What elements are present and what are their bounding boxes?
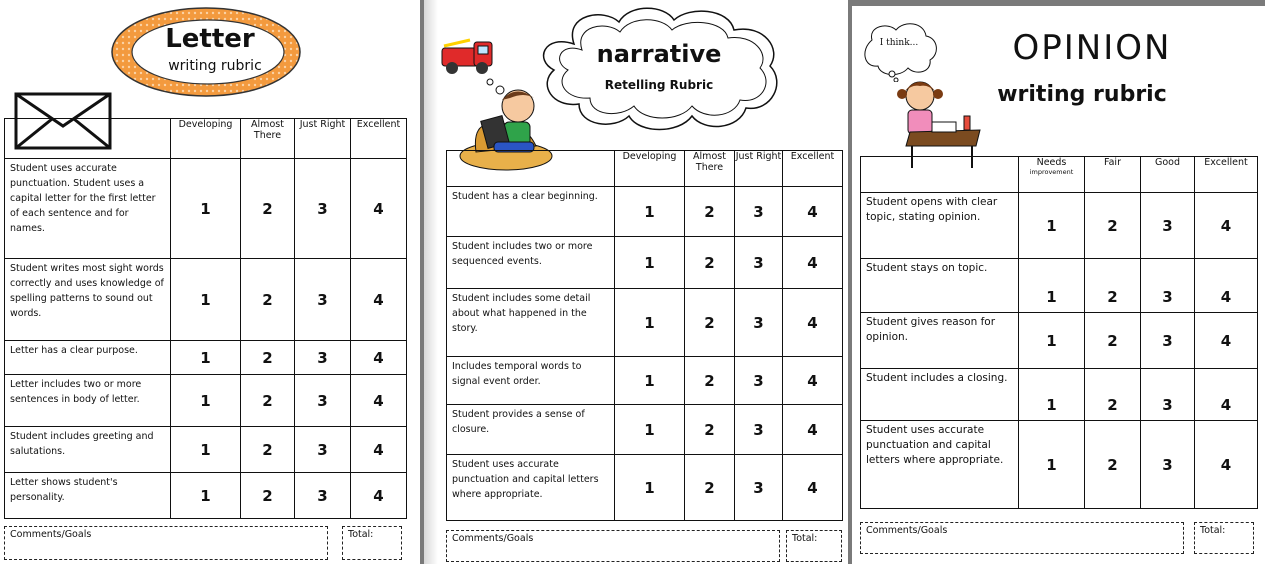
score-cell[interactable]: 3 (295, 259, 351, 341)
score-cell[interactable]: 1 (1019, 259, 1085, 313)
column-header: Developing (171, 119, 241, 159)
score-cell[interactable]: 4 (351, 473, 407, 519)
column-header-label: Needs (1036, 157, 1067, 168)
page-fold-shadow (424, 0, 438, 564)
column-header: Excellent (1195, 157, 1258, 193)
score-cell[interactable]: 3 (295, 375, 351, 427)
rubric-table (860, 156, 1258, 509)
score-cell[interactable]: 4 (351, 427, 407, 473)
criterion-cell: Letter shows student's personality. (5, 473, 171, 519)
column-header: Just Right (295, 119, 351, 159)
table-row (447, 357, 843, 405)
score-cell[interactable]: 4 (1195, 259, 1258, 313)
column-header: Fair (1085, 157, 1141, 193)
score-cell[interactable]: 1 (171, 375, 241, 427)
criterion-cell: Student gives reason for opinion. (861, 313, 1019, 369)
criterion-cell: Student provides a sense of closure. (447, 405, 615, 455)
criterion-cell: Student uses accurate punctuation and capital letters where appropriate. (861, 421, 1019, 509)
table-row (447, 187, 843, 237)
score-cell[interactable]: 2 (1085, 313, 1141, 369)
criterion-cell: Student includes two or more sequenced events. (447, 237, 615, 289)
comments-label: Comments/Goals (10, 529, 92, 540)
table-row (861, 369, 1258, 421)
score-cell[interactable]: 1 (615, 187, 685, 237)
blank-header-cell (5, 119, 171, 159)
score-cell[interactable]: 4 (351, 375, 407, 427)
score-cell[interactable]: 4 (783, 455, 843, 521)
score-cell[interactable]: 1 (615, 405, 685, 455)
table-row (447, 237, 843, 289)
blank-header-cell (861, 157, 1019, 193)
score-cell[interactable]: 3 (1141, 369, 1195, 421)
score-cell[interactable]: 2 (241, 375, 295, 427)
criterion-cell: Student includes a closing. (861, 369, 1019, 421)
score-cell[interactable]: 1 (171, 159, 241, 259)
score-cell[interactable]: 3 (295, 473, 351, 519)
score-cell[interactable]: 4 (783, 357, 843, 405)
page-title: Letter (165, 24, 255, 54)
score-cell[interactable]: 3 (735, 289, 783, 357)
criterion-cell: Student uses accurate punctuation and capital letters where appropriate. (447, 455, 615, 521)
score-cell[interactable]: 1 (615, 289, 685, 357)
table-row (447, 455, 843, 521)
score-cell[interactable]: 4 (351, 159, 407, 259)
criterion-cell: Student stays on topic. (861, 259, 1019, 313)
table-row (5, 473, 407, 519)
table-row (861, 193, 1258, 259)
comments-box[interactable] (4, 526, 328, 560)
score-cell[interactable]: 2 (241, 259, 295, 341)
score-cell[interactable]: 1 (1019, 369, 1085, 421)
narrative-rubric-page (424, 0, 848, 564)
table-row (861, 259, 1258, 313)
score-cell[interactable]: 4 (783, 405, 843, 455)
criterion-cell: Student has a clear beginning. (447, 187, 615, 237)
score-cell[interactable]: 4 (351, 341, 407, 375)
table-row (5, 375, 407, 427)
total-label: Total: (1200, 525, 1226, 536)
column-header (1019, 157, 1085, 193)
score-cell[interactable]: 4 (1195, 369, 1258, 421)
criterion-cell: Student writes most sight words correctly and uses knowledge of spelling patterns to sound out words. (5, 259, 171, 341)
column-header: Almost There (241, 119, 295, 159)
comments-label: Comments/Goals (452, 533, 534, 544)
score-cell[interactable]: 1 (171, 473, 241, 519)
criterion-cell: Letter includes two or more sentences in body of letter. (5, 375, 171, 427)
title-cloud (534, 4, 786, 134)
criterion-cell: Student includes some detail about what happened in the story. (447, 289, 615, 357)
comments-box[interactable] (860, 522, 1184, 554)
fire-truck-icon (438, 38, 496, 76)
blank-header-cell (447, 151, 615, 187)
score-cell[interactable]: 1 (171, 427, 241, 473)
table-row (447, 289, 843, 357)
score-cell[interactable]: 2 (685, 357, 735, 405)
column-header: Just Right (735, 151, 783, 187)
score-cell[interactable]: 1 (615, 357, 685, 405)
score-cell[interactable]: 4 (1195, 313, 1258, 369)
score-cell[interactable]: 2 (1085, 369, 1141, 421)
score-cell[interactable]: 3 (1141, 193, 1195, 259)
score-cell[interactable]: 3 (1141, 259, 1195, 313)
table-header-row (861, 157, 1258, 193)
score-cell[interactable]: 2 (241, 427, 295, 473)
total-box[interactable] (1194, 522, 1254, 554)
table-row (5, 341, 407, 375)
total-box[interactable] (786, 530, 842, 562)
score-cell[interactable]: 1 (1019, 193, 1085, 259)
column-header: Good (1141, 157, 1195, 193)
score-cell[interactable]: 4 (783, 289, 843, 357)
score-cell[interactable]: 3 (735, 455, 783, 521)
score-cell[interactable]: 1 (171, 341, 241, 375)
criterion-cell: Student uses accurate punctuation. Student uses a capital letter for the first letter of each sentence and for names. (5, 159, 171, 259)
score-cell[interactable]: 2 (685, 289, 735, 357)
letter-rubric-page (0, 0, 420, 564)
rubric-table (4, 118, 407, 519)
table-row (5, 259, 407, 341)
page-subtitle: Retelling Rubric (604, 78, 714, 92)
score-cell[interactable]: 1 (1019, 313, 1085, 369)
comments-label: Comments/Goals (866, 525, 948, 536)
score-cell[interactable]: 1 (171, 259, 241, 341)
table-row (5, 159, 407, 259)
total-box[interactable] (342, 526, 402, 560)
total-label: Total: (348, 529, 374, 540)
page-subtitle: writing rubric (997, 82, 1167, 107)
rubric-table (446, 150, 843, 521)
score-cell[interactable]: 2 (241, 159, 295, 259)
criterion-cell: Student opens with clear topic, stating opinion. (861, 193, 1019, 259)
score-cell[interactable]: 2 (685, 405, 735, 455)
score-cell[interactable]: 3 (735, 237, 783, 289)
score-cell[interactable]: 2 (241, 341, 295, 375)
page-title: narrative (596, 40, 722, 68)
score-cell[interactable]: 2 (685, 187, 735, 237)
score-cell[interactable]: 4 (351, 259, 407, 341)
page-title: OPINION (1012, 28, 1172, 68)
score-cell[interactable]: 1 (615, 455, 685, 521)
score-cell[interactable]: 1 (615, 237, 685, 289)
score-cell[interactable]: 2 (1085, 259, 1141, 313)
score-cell[interactable]: 4 (783, 187, 843, 237)
criterion-cell: Letter has a clear purpose. (5, 341, 171, 375)
page-subtitle: writing rubric (168, 58, 262, 74)
table-row (5, 427, 407, 473)
score-cell[interactable]: 3 (295, 159, 351, 259)
score-cell[interactable]: 3 (295, 341, 351, 375)
score-cell[interactable]: 2 (1085, 193, 1141, 259)
column-header: Developing (615, 151, 685, 187)
table-header-row (5, 119, 407, 159)
score-cell[interactable]: 3 (735, 357, 783, 405)
score-cell[interactable]: 3 (735, 405, 783, 455)
thought-text: I think... (879, 38, 919, 48)
score-cell[interactable]: 4 (1195, 193, 1258, 259)
criterion-cell: Student includes greeting and salutations. (5, 427, 171, 473)
criterion-cell: Includes temporal words to signal event order. (447, 357, 615, 405)
table-header-row (447, 151, 843, 187)
column-header: Excellent (783, 151, 843, 187)
comments-box[interactable] (446, 530, 780, 562)
score-cell[interactable]: 2 (1085, 421, 1141, 509)
column-header: Excellent (351, 119, 407, 159)
column-header-sublabel: improvement (1029, 168, 1074, 176)
score-cell[interactable]: 2 (685, 237, 735, 289)
column-header: Almost There (685, 151, 735, 187)
score-cell[interactable]: 3 (1141, 421, 1195, 509)
table-row (447, 405, 843, 455)
total-label: Total: (792, 533, 818, 544)
score-cell[interactable]: 4 (1195, 421, 1258, 509)
opinion-rubric-page (852, 6, 1265, 564)
table-row (861, 421, 1258, 509)
table-row (861, 313, 1258, 369)
score-cell[interactable]: 1 (1019, 421, 1085, 509)
score-cell[interactable]: 2 (685, 455, 735, 521)
score-cell[interactable]: 3 (735, 187, 783, 237)
score-cell[interactable]: 4 (783, 237, 843, 289)
score-cell[interactable]: 2 (241, 473, 295, 519)
score-cell[interactable]: 3 (295, 427, 351, 473)
score-cell[interactable]: 3 (1141, 313, 1195, 369)
